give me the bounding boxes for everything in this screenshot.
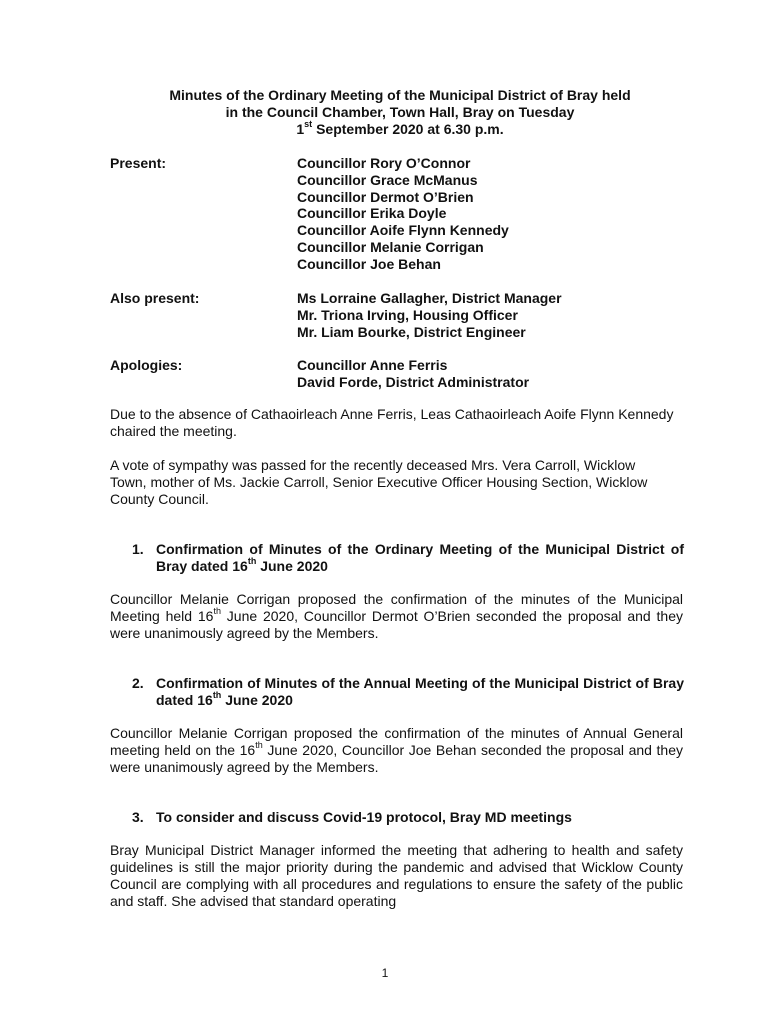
page-number: 1 xyxy=(381,966,389,980)
attendee: Councillor Rory O’Connor xyxy=(297,155,471,171)
title-line-2: in the Council Chamber, Town Hall, Bray on Tuesday xyxy=(225,104,575,120)
title-line-3: 1st September 2020 at 6.30 p.m. xyxy=(296,119,504,137)
attendee: Councillor Dermot O’Brien xyxy=(297,188,474,205)
agenda-item-title: Confirmation of Minutes of the Ordinary Meeting of the Municipal District of Bray dated 16th June 2020 xyxy=(156,541,684,574)
also-present-names xyxy=(297,290,562,340)
attendee: Ms Lorraine Gallagher, District Manager xyxy=(297,290,562,306)
attendee: Councillor Melanie Corrigan xyxy=(297,238,484,255)
intro-paragraph-1: Due to the absence of Cathaoirleach Anne Ferris, Leas Cathaoirleach Aoife Flynn Kennedy chaired the meeting. xyxy=(110,406,674,439)
document-title xyxy=(110,87,690,138)
attendee: Councillor Erika Doyle xyxy=(297,205,447,222)
intro-paragraph-2: A vote of sympathy was passed for the recently deceased Mrs. Vera Carroll, Wicklow Town, mother of Ms. Jackie Carroll, Senior Executive Officer Housing Section, Wicklow County Council. xyxy=(110,457,648,507)
agenda-item-1-heading xyxy=(132,541,684,575)
present-label: Present: xyxy=(110,155,167,171)
attendee: Councillor Grace McManus xyxy=(297,171,478,188)
present-names xyxy=(297,155,509,273)
agenda-item-title: Confirmation of Minutes of the Annual Meeting of the Municipal District of Bray dated 16th June 2020 xyxy=(156,675,684,708)
apologies-names xyxy=(297,357,529,391)
attendee: Councillor Joe Behan xyxy=(297,255,441,272)
agenda-item-2-body: Councillor Melanie Corrigan proposed the confirmation of the minutes of Annual General meeting held on the 16th June 2020, Councillor Joe Behan seconded the proposal and they were unanimously agreed by the Members. xyxy=(110,725,683,775)
attendee: David Forde, District Administrator xyxy=(297,373,530,390)
agenda-item-1-body: Councillor Melanie Corrigan proposed the confirmation of the minutes of the Municipal Meeting held 16th June 2020, Councillor Dermot O’Brien seconded the proposal and they were unanimously agreed by the Members. xyxy=(110,591,683,641)
agenda-item-number: 1. xyxy=(132,541,144,557)
attendee: Councillor Aoife Flynn Kennedy xyxy=(297,222,509,239)
agenda-item-title: To consider and discuss Covid-19 protocol, Bray MD meetings xyxy=(156,809,572,825)
title-line-1: Minutes of the Ordinary Meeting of the Municipal District of Bray held xyxy=(169,87,631,103)
agenda-item-2-heading xyxy=(132,675,684,709)
attendee: Mr. Triona Irving, Housing Officer xyxy=(297,306,518,323)
apologies-label: Apologies: xyxy=(110,357,183,373)
attendee: Councillor Anne Ferris xyxy=(297,357,448,373)
agenda-item-3-heading xyxy=(132,809,684,826)
also-present-label: Also present: xyxy=(110,290,200,306)
agenda-item-number: 3. xyxy=(132,809,144,825)
attendee: Mr. Liam Bourke, District Engineer xyxy=(297,323,526,340)
agenda-item-number: 2. xyxy=(132,675,144,691)
agenda-item-3-body: Bray Municipal District Manager informed the meeting that adhering to health and safety guidelines is still the major priority during the pandemic and advised that Wicklow County Council are complying with all procedures and regulations to ensure the safety of the public and staff. She advised that standard operating xyxy=(110,842,683,909)
